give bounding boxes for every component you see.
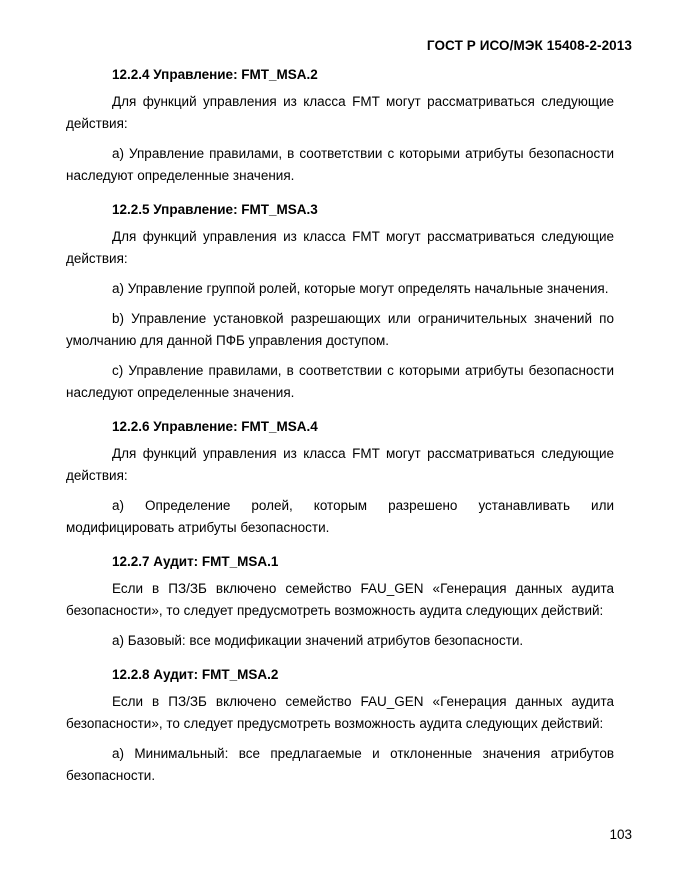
- document-body: [66, 62, 614, 797]
- document-header: ГОСТ Р ИСО/МЭК 15408-2-2013: [426, 38, 632, 53]
- section-12-2-6: [66, 414, 614, 539]
- section-heading: 12.2.7 Аудит: FMT_MSA.1: [112, 554, 279, 569]
- paragraph: Для функций управления из класса FMT могут рассматриваться следующие действия:: [66, 94, 614, 131]
- paragraph: Если в ПЗ/ЗБ включено семейство FAU_GEN «Генерация данных аудита безопасности», то следует предусмотреть возможность аудита следующих действий:: [66, 581, 614, 618]
- paragraph: а) Управление правилами, в соответствии с которыми атрибуты безопасности наследуют определенные значения.: [66, 146, 614, 183]
- section-heading: 12.2.5 Управление: FMT_MSA.3: [112, 202, 318, 217]
- paragraph: Для функций управления из класса FMT могут рассматриваться следующие действия:: [66, 229, 614, 266]
- section-heading: 12.2.6 Управление: FMT_MSA.4: [112, 419, 318, 434]
- paragraph: b) Управление установкой разрешающих или ограничительных значений по умолчанию для данной ПФБ управления доступом.: [66, 311, 614, 348]
- section-heading: 12.2.4 Управление: FMT_MSA.2: [112, 67, 318, 82]
- paragraph: а) Управление группой ролей, которые могут определять начальные значения.: [112, 281, 609, 296]
- paragraph: а) Минимальный: все предлагаемые и отклоненные значения атрибутов безопасности.: [66, 746, 614, 783]
- paragraph: а) Определение ролей, которым разрешено устанавливать или модифицировать атрибуты безопасности.: [66, 498, 614, 535]
- section-12-2-5: [66, 197, 614, 404]
- section-heading: 12.2.8 Аудит: FMT_MSA.2: [112, 667, 279, 682]
- section-12-2-4: [66, 62, 614, 187]
- section-12-2-7: [66, 549, 614, 652]
- page-number: 103: [609, 827, 632, 842]
- paragraph: Для функций управления из класса FMT могут рассматриваться следующие действия:: [66, 446, 614, 483]
- paragraph: а) Базовый: все модификации значений атрибутов безопасности.: [112, 633, 524, 648]
- paragraph: c) Управление правилами, в соответствии с которыми атрибуты безопасности наследуют определенные значения.: [66, 363, 614, 400]
- paragraph: Если в ПЗ/ЗБ включено семейство FAU_GEN «Генерация данных аудита безопасности», то следует предусмотреть возможность аудита следующих действий:: [66, 694, 614, 731]
- section-12-2-8: [66, 662, 614, 787]
